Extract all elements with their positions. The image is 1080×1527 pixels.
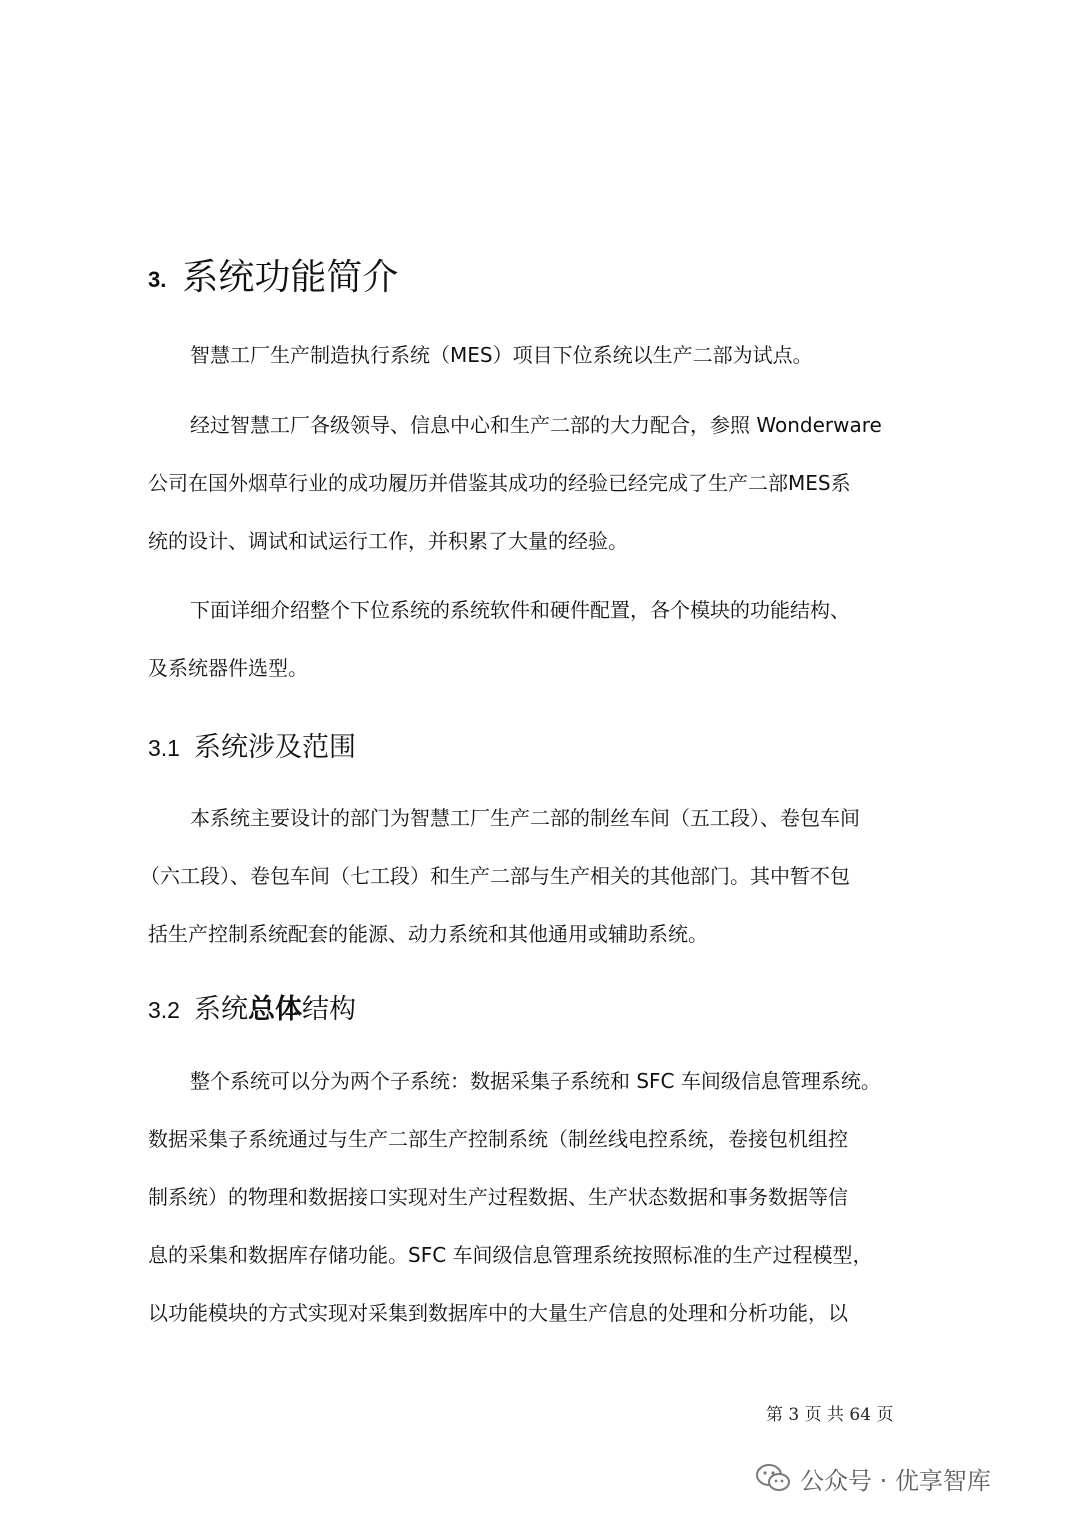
page-number: 第 3 页 共 64 页 [766, 1405, 894, 1425]
paragraph-line: 整个系统可以分为两个子系统：数据采集子系统和 SFC 车间级信息管理系统。 [190, 1069, 881, 1093]
subsection-heading-3-1 [148, 728, 356, 768]
paragraph-line: 制系统）的物理和数据接口实现对生产过程数据、生产状态数据和事务数据等信 [148, 1185, 848, 1209]
watermark [756, 1458, 991, 1498]
section-title: 系统功能简介 [182, 257, 399, 298]
subsection-number: 3.1 [148, 735, 180, 761]
paragraph-line: （六工段）、卷包车间（七工段）和生产二部与生产相关的其他部门。其中暂不包 [140, 864, 850, 888]
section-heading [148, 248, 398, 310]
section-number: 3. [148, 267, 167, 292]
subsection-title: 系统涉及范围 [193, 732, 356, 763]
paragraph-line: 及系统器件选型。 [148, 656, 308, 680]
watermark-text: 公众号 · 优享智库 [800, 1466, 991, 1495]
subsection-number: 3.2 [148, 997, 180, 1023]
paragraph-structure [148, 1052, 920, 1342]
subsection-heading-3-2 [148, 990, 356, 1030]
paragraph-line: 经过智慧工厂各级领导、信息中心和生产二部的大力配合，参照 Wonderware [190, 413, 882, 437]
subsection-title-part: 系统 [193, 994, 248, 1025]
subsection-title-part: 结构 [301, 994, 356, 1025]
paragraph-line: 公司在国外烟草行业的成功履历并借鉴其成功的经验已经完成了生产二部MES系 [148, 471, 851, 495]
subsection-title-bold: 总体 [247, 994, 302, 1025]
paragraph-line: 息的采集和数据库存储功能。SFC 车间级信息管理系统按照标准的生产过程模型， [148, 1243, 873, 1267]
paragraph-3 [148, 581, 920, 697]
paragraph-line: 下面详细介绍整个下位系统的系统软件和硬件配置，各个模块的功能结构、 [190, 598, 850, 622]
wechat-icon [756, 1463, 790, 1493]
paragraph-2 [148, 396, 920, 570]
paragraph-scope [140, 789, 920, 963]
paragraph-line: 括生产控制系统配套的能源、动力系统和其他通用或辅助系统。 [148, 922, 708, 946]
paragraph-1 [148, 326, 920, 384]
paragraph-line: 本系统主要设计的部门为智慧工厂生产二部的制丝车间（五工段）、卷包车间 [190, 806, 860, 830]
paragraph-line: 统的设计、调试和试运行工作，并积累了大量的经验。 [148, 529, 628, 553]
paragraph-line: 数据采集子系统通过与生产二部生产控制系统（制丝线电控系统，卷接包机组控 [148, 1127, 848, 1151]
paragraph-line: 以功能模块的方式实现对采集到数据库中的大量生产信息的处理和分析功能，以 [148, 1301, 848, 1325]
paragraph-line: 智慧工厂生产制造执行系统（MES）项目下位系统以生产二部为试点。 [190, 343, 813, 367]
